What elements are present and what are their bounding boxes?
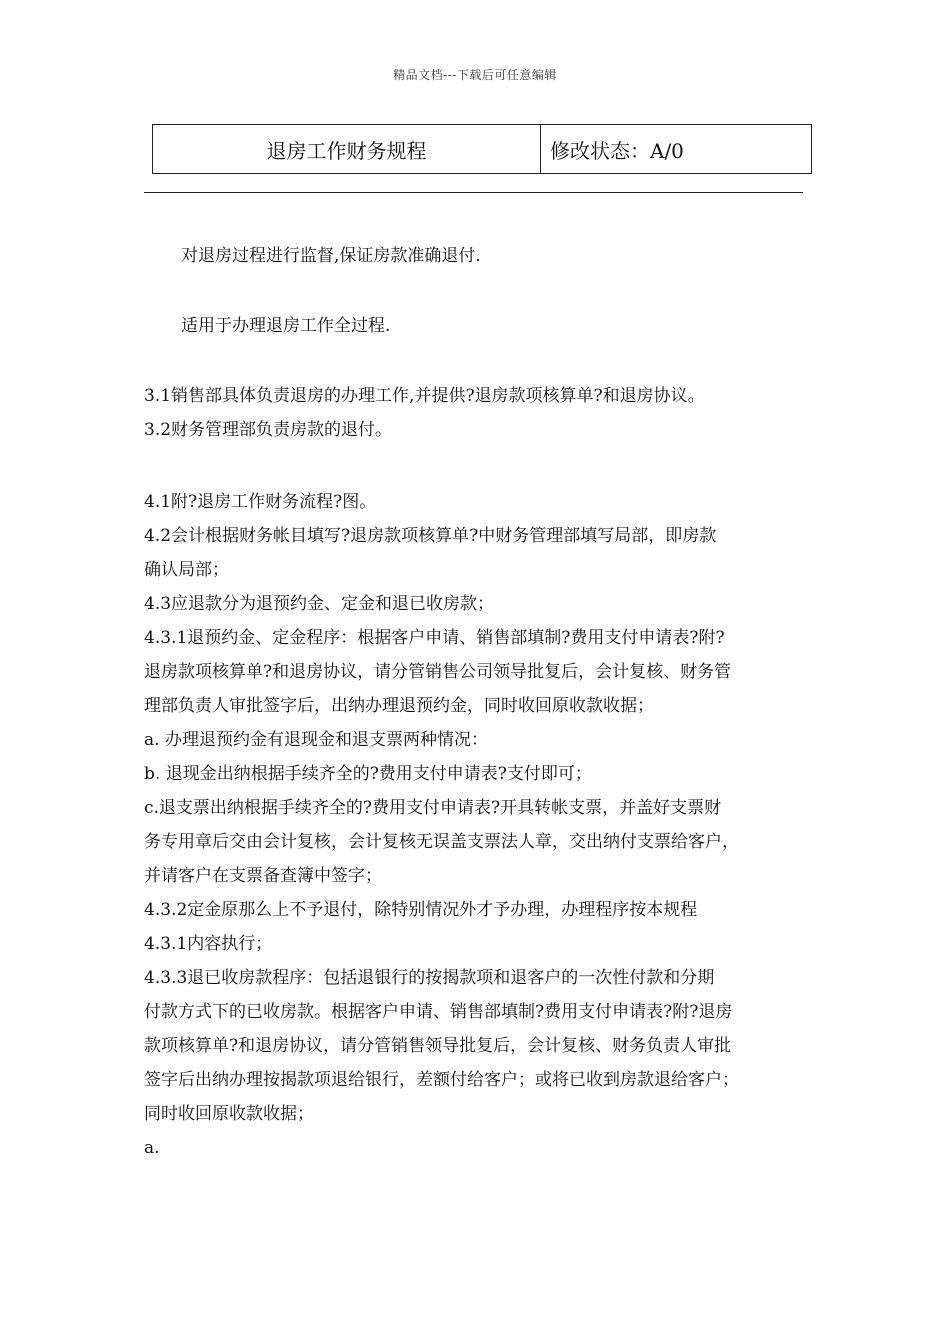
- procedure-line: 同时收回原收款收据；: [144, 1104, 314, 1124]
- procedure-line: a.: [144, 1138, 160, 1158]
- responsibility-item: 3.1销售部具体负责退房的办理工作,并提供?退房款项核算单?和退房协议。: [144, 386, 705, 406]
- procedure-line: c.退支票出纳根据手续齐全的?费用支付申请表?开具转帐支票，并盖好支票财: [144, 798, 722, 818]
- procedure-line: 4.3.1退预约金、定金程序：根据客户申请、销售部填制?费用支付申请表?附?: [144, 628, 725, 648]
- procedure-line: b. 退现金出纳根据手续齐全的?费用支付申请表?支付即可；: [144, 764, 592, 784]
- procedure-line: a. 办理退预约金有退现金和退支票两种情况：: [144, 730, 488, 750]
- responsibility-section: [144, 379, 816, 447]
- revision-status: 修改状态：A/0: [550, 138, 684, 163]
- procedure-line: 4.3应退款分为退预约金、定金和退已收房款；: [144, 594, 495, 614]
- procedure-line: 付款方式下的已收房款。根据客户申请、销售部填制?费用支付申请表?附?退房: [144, 1002, 733, 1022]
- procedure-section: [144, 485, 816, 1165]
- procedure-line: 4.3.2定金原那么上不予退付，除特别情况外才予办理，办理程序按本规程: [144, 900, 698, 920]
- document-title: 退房工作财务规程: [153, 125, 541, 173]
- procedure-line: 4.3.3退已收房款程序：包括退银行的按揭款项和退客户的一次性付款和分期: [144, 968, 715, 988]
- procedure-line: 退房款项核算单?和退房协议，请分管销售公司领导批复后，会计复核、财务管: [144, 662, 732, 682]
- procedure-line: 务专用章后交由会计复核，会计复核无误盖支票法人章，交出纳付支票给客户，: [144, 832, 739, 852]
- purpose-section: [144, 239, 816, 273]
- responsibility-item: 3.2财务管理部负责房款的退付。: [144, 420, 393, 440]
- procedure-line: 4.2会计根据财务帐目填写?退房款项核算单?中财务管理部填写局部，即房款: [144, 526, 717, 546]
- header-divider: [144, 192, 803, 193]
- procedure-line: 款项核算单?和退房协议，请分管销售领导批复后，会计复核、财务负责人审批: [144, 1036, 732, 1056]
- purpose-paragraph: 对退房过程进行监督,保证房款准确退付.: [181, 246, 481, 266]
- scope-paragraph: 适用于办理退房工作全过程.: [181, 316, 391, 336]
- page-watermark: 精品文档---下载后可任意编辑: [393, 68, 557, 82]
- scope-section: [144, 309, 816, 343]
- procedure-line: 并请客户在支票备查簿中签字；: [144, 866, 382, 886]
- procedure-line: 4.1附?退房工作财务流程?图。: [144, 492, 377, 512]
- procedure-line: 签字后出纳办理按揭款项退给银行，差额付给客户；或将已收到房款退给客户；: [144, 1070, 739, 1090]
- procedure-line: 4.3.1内容执行；: [144, 934, 273, 954]
- document-header-table: [152, 124, 812, 174]
- procedure-line: 确认局部；: [144, 560, 229, 580]
- procedure-line: 理部负责人审批签字后，出纳办理退预约金，同时收回原收款收据；: [144, 696, 654, 716]
